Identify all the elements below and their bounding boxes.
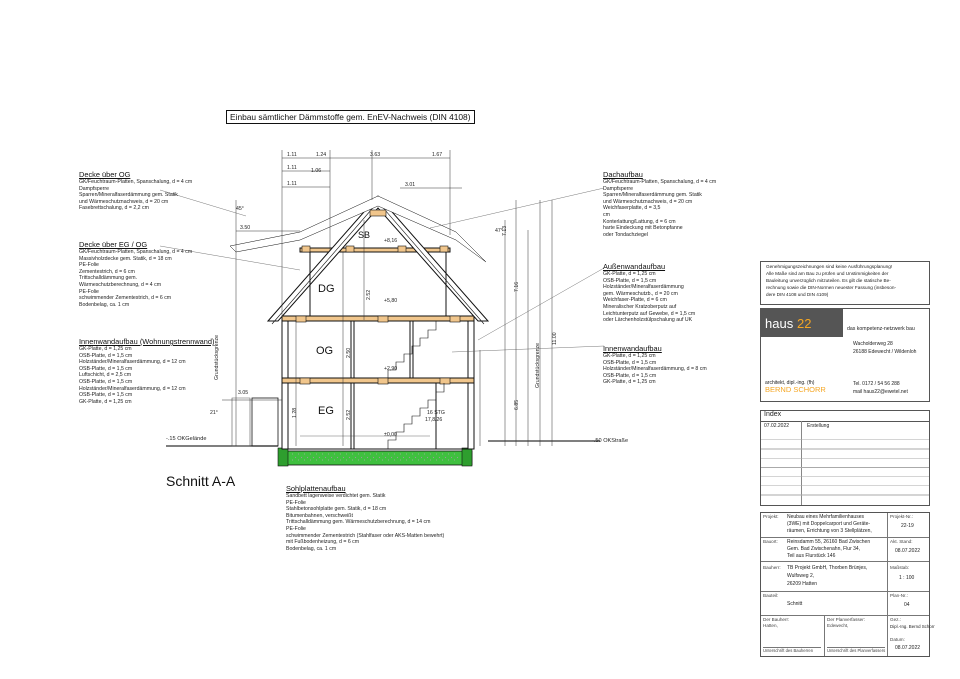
table-row-divider xyxy=(761,591,929,592)
dim-top-1: 1.24 xyxy=(316,152,327,158)
stair-count: 16 STG xyxy=(427,410,445,416)
notes-innenwand-heading: Innenwandaufbau (Wohnungstrennwand) xyxy=(79,337,215,346)
dim-top-2: 3.63 xyxy=(370,152,381,158)
label-plan-nr: Plan-Nr.: xyxy=(890,593,908,598)
foundation-gravel xyxy=(292,453,460,463)
note-line: oder Tondachziegel xyxy=(603,231,648,238)
massstab: 1 : 100 xyxy=(899,575,915,581)
room-dg: DG xyxy=(318,283,335,295)
room-eg: EG xyxy=(318,405,334,417)
dim-top-5: 1.06 xyxy=(311,168,322,174)
note-line: und Wärmeschutznachweis, d = 20 cm xyxy=(603,198,693,205)
note-line: PE-Folie xyxy=(79,288,99,295)
notes-decke-og-heading: Decke über OG xyxy=(79,170,131,179)
bauort-line-3: Teil aus Flurstück 146 xyxy=(787,553,836,559)
label-projekt-nr: Projekt-Nr.: xyxy=(890,514,913,519)
note-line: Trittschalldämmung gem. Wärmeschutzberechnung, d = 14 cm xyxy=(286,519,431,526)
logo-tagline: das kompetenz-netzwerk bau xyxy=(847,326,915,332)
level-ok-strasse: -.50 OKStraße xyxy=(592,438,629,444)
sign-planverfasser-place: Edewecht, xyxy=(827,623,849,628)
note-line: GK/Feuchtraum-Platten, Spanschalung, d = 4 cm xyxy=(79,179,193,185)
index-box xyxy=(760,410,930,506)
architect-mail: mail haus22@ewetel.net xyxy=(853,389,908,395)
approval-line: rechnung sowie die DIN-Normen neuester Fassung (insbeson- xyxy=(766,285,897,290)
note-line: GK-Platte, d = 1,25 cm xyxy=(79,346,132,352)
note-line: OSB-Platte, d = 1,5 cm xyxy=(79,352,133,359)
label-bauherr: Bauherr: xyxy=(763,565,781,570)
notes-dachaufbau-heading: Dachaufbau xyxy=(603,170,643,179)
table-row-divider xyxy=(761,615,929,616)
note-line: Weichfaser-Platte, d = 6 cm xyxy=(603,297,667,304)
bauherr-line-2: Wulfsweg 2, xyxy=(787,573,815,579)
dim-top-7: 3.01 xyxy=(405,182,416,188)
table-row-divider xyxy=(761,561,929,562)
note-line: OSB-Platte, d = 1,5 cm xyxy=(79,378,133,385)
label-bauort: Bauort: xyxy=(763,539,778,544)
architect-address-1: Wacholderweg 28 xyxy=(853,341,893,347)
notes-aussenwand xyxy=(603,262,695,324)
note-line: Konterlattung/Lattung, d = 6 cm xyxy=(603,218,676,225)
note-line: OSB-Platte, d = 1,5 cm xyxy=(603,359,657,366)
dim-side-2: 7.13 xyxy=(502,225,508,236)
table-col-divider xyxy=(824,615,825,656)
level-ok-gelaende: -.15 OKGelände xyxy=(166,436,207,442)
stair-ratio: 17,8/26 xyxy=(425,417,443,423)
architect-box xyxy=(760,308,930,402)
notes-dachaufbau xyxy=(603,170,716,238)
label-projekt: Projekt: xyxy=(763,514,779,519)
note-line: Mineralischer Kratzoberputz auf xyxy=(603,303,677,310)
bauherr-line-1: TB Projekt GmbH, Thorben Brünjes, xyxy=(787,565,868,571)
note-line: schwimmender Zementestrich, d = 6 cm xyxy=(79,295,172,302)
note-line: Leichtunterputz auf Gewebe, d = 1,5 cm xyxy=(603,310,696,317)
datum: 08.07.2022 xyxy=(895,645,921,651)
dim-top-9: 3.05 xyxy=(238,390,249,396)
architect-name: BERND SCHORR xyxy=(765,385,826,394)
annex-building xyxy=(252,398,278,446)
dim-top-0: 1.11 xyxy=(287,152,297,158)
approval-line: Alle Maße sind am Bau zu prüfen und Unstimmigkeiten der xyxy=(766,271,889,276)
note-line: OSB-Platte, d = 1,5 cm xyxy=(603,372,657,379)
notes-aussenwand-heading: Außenwandaufbau xyxy=(603,262,666,271)
boundary-left: Grundstücksgrenze xyxy=(214,335,220,380)
gez: Dipl.-Ing. Bernd Schorr xyxy=(890,624,935,629)
note-line: Dampfsperre xyxy=(603,185,633,192)
notes-innenwand-2 xyxy=(603,344,707,386)
note-line: Trittschalldämmung gem. xyxy=(79,275,138,282)
signature-planverfasser: Unterschrift des Planverfassers xyxy=(827,648,886,653)
note-line: Sparren/Mineralfaserdämmung gem. Statik xyxy=(603,192,702,199)
note-line: PE-Folie xyxy=(79,262,99,269)
notes-sohlplatte-heading: Sohlplattenaufbau xyxy=(286,484,346,493)
note-line: OSB-Platte, d = 1,5 cm xyxy=(603,277,657,284)
note-line: gem. Wärmeschutzb., d = 20 cm xyxy=(603,290,678,297)
roof xyxy=(230,196,488,324)
note-line: GK/Feuchtraum-Platten, Spanschalung, d = 4 cm xyxy=(79,249,193,255)
neighbour-house xyxy=(232,398,250,446)
room-sb: SB xyxy=(358,230,371,240)
architect-address-2: 26188 Edewecht / Wildenloh xyxy=(853,349,917,355)
project-table xyxy=(760,512,935,657)
index-heading: Index xyxy=(764,411,782,418)
label-datum: Datum: xyxy=(890,637,905,642)
dim-side-4: 1.28 xyxy=(292,407,298,418)
note-line: Stahlbetonsohlplatte gem. Statik, d = 18 cm xyxy=(286,506,387,513)
boundary-right: Grundstücksgrenze xyxy=(535,343,541,388)
note-line: Holzständer/Mineralfaserdämmung, d = 12 cm xyxy=(79,385,186,392)
note-line: GK/Feuchtraum-Platten, Spanschalung, d = 4 cm xyxy=(603,179,717,185)
projekt-line-2: (3WE) mit Doppelcarport und Geräte- xyxy=(787,521,871,527)
note-line: PE-Folie xyxy=(286,499,306,506)
section-title: Schnitt A-A xyxy=(166,473,236,489)
dim-top-6: 1.11 xyxy=(287,181,297,187)
notes-decke-eg-heading: Decke über EG / OG xyxy=(79,240,148,249)
note-line: Sandbett lagenweise verdichtet gem. Statik xyxy=(286,493,386,499)
note-line: OSB-Platte, d = 1,5 cm xyxy=(79,392,133,399)
dim-top-3: 1.67 xyxy=(432,152,443,158)
dim-side-1: 11.00 xyxy=(552,332,558,345)
angle-21: 21° xyxy=(210,410,218,416)
bauort-line-2: Gem. Bad Zwischenahn, Flur 34, xyxy=(787,546,861,552)
logo-block xyxy=(761,309,843,337)
note-line: Dampfsperre xyxy=(79,185,109,192)
note-line: harte Eindeckung mit Betonpfanne xyxy=(603,225,683,232)
note-line: Luftschicht, d = 2,5 cm xyxy=(79,372,132,379)
roof-beams xyxy=(296,210,460,384)
note-line: mit Fußbodenheizung, d = 6 cm xyxy=(286,539,360,546)
note-line: und Wärmeschutznachweis, d = 20 cm xyxy=(79,198,169,205)
note-line: Bodenbelag, ca. 1 cm xyxy=(286,545,337,552)
note-line: Fasebrettschalung, d = 2,2 cm xyxy=(79,205,149,212)
architect-role: architekt, dipl.-ing. (fh) xyxy=(765,380,815,386)
signature-bauherr: Unterschrift des Bauherren xyxy=(763,648,814,653)
projekt-line-3: räumen, Errichtung von 3 Stellplätzen, xyxy=(787,528,872,534)
bauteil: Schnitt xyxy=(787,601,803,607)
note-line: Holzständer/Mineralfaserdämmung xyxy=(603,284,684,291)
note-line: Bitumenbahnen, verschweißt xyxy=(286,512,353,519)
note-line: Holzständer/Mineralfaserdämmung, d = 8 cm xyxy=(603,366,707,373)
notes-decke-eg xyxy=(79,240,192,308)
dim-top-4: 1.11 xyxy=(287,165,297,171)
approval-line: Genehmigungszeichnungen sind keine Ausführungsplanung! xyxy=(766,264,893,269)
architect-tel: Tel. 0172 / 54 56 288 xyxy=(853,381,900,387)
note-line: GK-Platte, d = 1,25 cm xyxy=(603,353,656,359)
approval-note-box xyxy=(760,261,930,305)
note-line: schwimmender Zementestrich (Stahlfaser oder AKS-Matten bewehrt) xyxy=(286,532,445,539)
note-line: GK-Platte, d = 1,25 cm xyxy=(603,379,656,386)
logo-haus: haus xyxy=(765,316,794,331)
note-line: Bodenbelag, ca. 1 cm xyxy=(79,301,130,308)
note-line: Zementestrich, d = 6 cm xyxy=(79,268,135,275)
note-line: Weichfaserplatte, d = 3,5 xyxy=(603,205,661,212)
logo-number: 22 xyxy=(797,316,812,331)
note-line: OSB-Platte, d = 1,5 cm xyxy=(79,365,133,372)
note-line: GK-Platte, d = 1,25 cm xyxy=(603,271,656,277)
note-line: Wärmeschutzberechnung, d = 4 cm xyxy=(79,281,162,288)
level-2: +5,80 xyxy=(384,298,398,304)
sign-bauherr-place: Hatten, xyxy=(763,623,778,628)
table-row-divider xyxy=(761,537,929,538)
angle-45: 45° xyxy=(236,206,244,212)
level-1: +2,90 xyxy=(384,366,398,372)
index-text: Erstellung xyxy=(807,423,830,429)
plan-nr: 04 xyxy=(904,602,910,608)
approval-line: dere DIN 4108 und DIN 4109) xyxy=(766,292,829,297)
notes-decke-og xyxy=(79,170,192,212)
approval-line: Bauleitung unverzüglich mitzuteilen. Es gilt die statische Be- xyxy=(766,278,891,283)
table-col-divider xyxy=(887,513,888,656)
title-banner: Einbau sämtlicher Dämmstoffe gem. EnEV-Nachweis (DIN 4108) xyxy=(226,110,475,124)
akt-stand: 08.07.2022 xyxy=(895,548,921,554)
label-massstab: Maßstab: xyxy=(890,565,910,570)
notes-innenwand xyxy=(79,337,214,405)
label-gez: Gez.: xyxy=(890,617,901,622)
dim-side-6: 2.50 xyxy=(346,347,352,358)
projekt-nr: 22-19 xyxy=(901,523,914,529)
room-og: OG xyxy=(316,345,334,357)
index-date: 07.02.2022 xyxy=(764,423,790,429)
note-line: Holzständer/Mineralfaserdämmung, d = 12 cm xyxy=(79,359,186,366)
note-line: GK-Platte, d = 1,25 cm xyxy=(79,398,132,405)
note-line: oder Lärchenholzstülpschalung auf UK xyxy=(603,317,693,324)
level-0: ±0,00 xyxy=(384,432,397,438)
label-sign-planverfasser: Der Planverfasser: xyxy=(827,617,866,622)
dim-top-8: 3.50 xyxy=(240,225,251,231)
dim-side-0: 6.85 xyxy=(514,399,520,410)
bauherr-line-3: 26209 Hatten xyxy=(787,581,818,587)
note-line: Sparren/Mineralfaserdämmung gem. Statik xyxy=(79,192,178,199)
dim-side-3: 7.16 xyxy=(514,281,520,292)
note-line: cm xyxy=(603,211,610,218)
note-line: Massivholzdecke gem. Statik, d = 18 cm xyxy=(79,255,172,262)
slab-edge-left xyxy=(278,448,288,466)
bauort-line-1: Reinsdamm 55, 26160 Bad Zwischen xyxy=(787,539,871,545)
level-3: +8,16 xyxy=(384,238,398,244)
label-bauteil: Bauteil: xyxy=(763,593,779,598)
angle-47: 47° xyxy=(495,228,503,234)
notes-innenwand-2-heading: Innenwandaufbau xyxy=(603,344,662,353)
dim-side-7: 2.52 xyxy=(366,289,372,300)
slab-edge-right xyxy=(462,448,472,466)
projekt-line-1: Neubau eines Mehrfamilienhauses xyxy=(787,514,864,520)
index-divider xyxy=(761,421,929,422)
note-line: PE-Folie xyxy=(286,525,306,532)
label-sign-bauherr: Der Bauherr: xyxy=(763,617,790,622)
dim-side-5: 2.52 xyxy=(346,409,352,420)
label-akt-stand: Akt. Stand: xyxy=(890,539,913,544)
index-grid xyxy=(761,431,929,504)
notes-sohlplatte xyxy=(286,484,444,552)
